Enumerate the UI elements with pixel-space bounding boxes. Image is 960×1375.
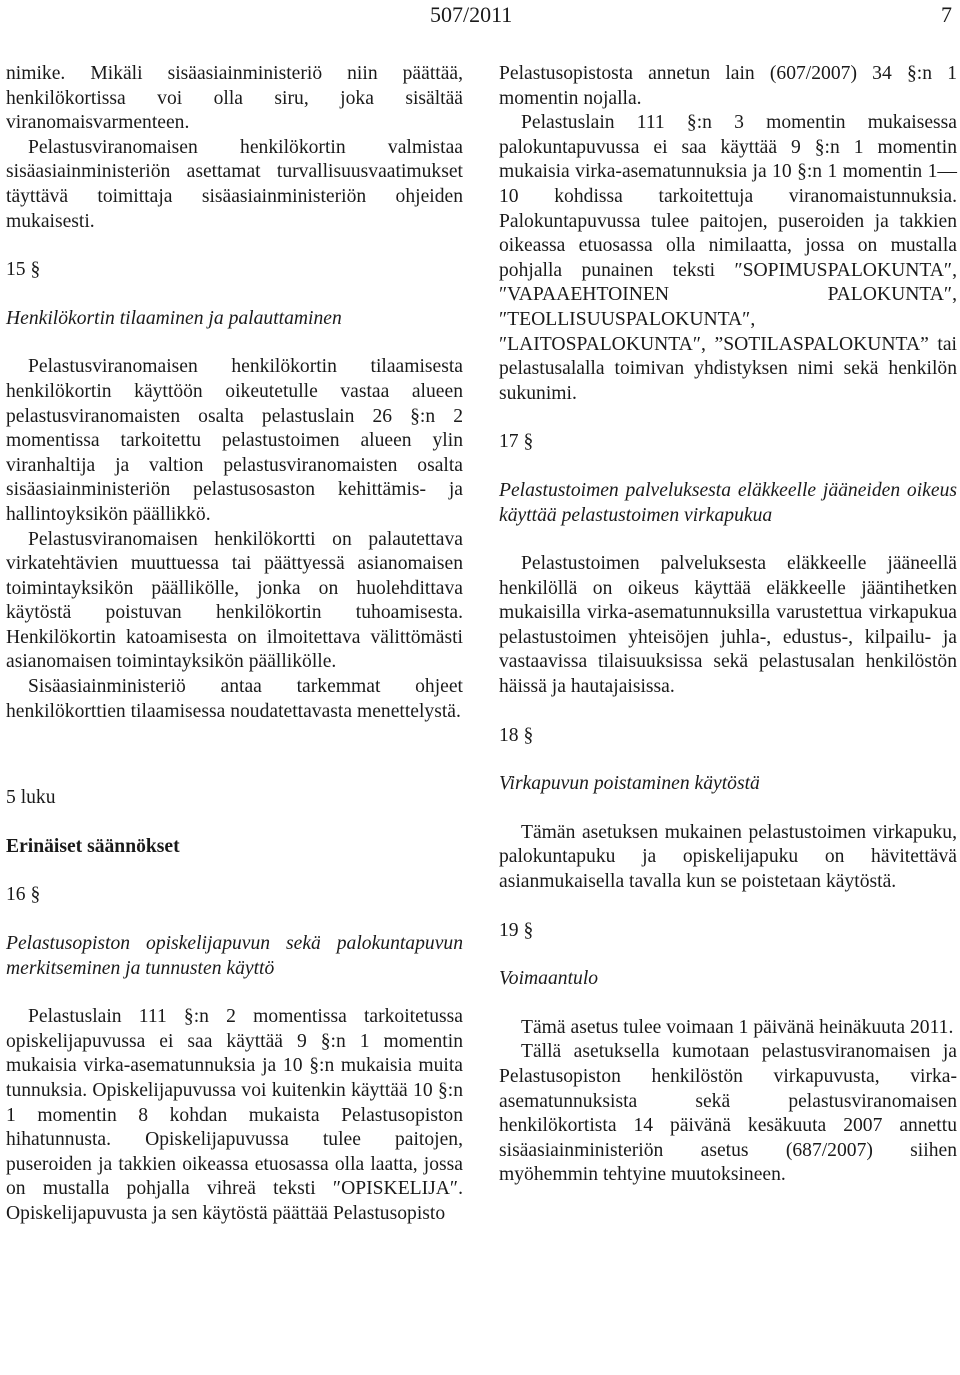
section-number: 19 § xyxy=(499,919,534,941)
left-column xyxy=(6,62,463,1227)
paragraph: Pelastuslain 111 §:n 2 momentissa tarkoitetussa opiskelijapuvussa ei saa käyttää 9 §:n 1 momentin mukaisia virka-asematunnuksia ja 10 §:n mukaisia muita tunnuksia. Opiskelijapuvussa voi kuitenkin käyttää 10 §:n 1 momentin 8 kohdan mukaista Pelastusopiston hihatunnusta. Opiskelijapuvussa tulee paitojen, puseroiden ja takkien oikeassa etuosassa olla laatta, jossa on mustalla pohjalla vihreä teksti ″OPISKELIJA″. Opiskelijapuvusta ja sen käytöstä päättää Pelastusopisto xyxy=(6,1006,463,1224)
paragraph: Tämä asetus tulee voimaan 1 päivänä heinäkuuta 2011. xyxy=(521,1016,954,1038)
chapter-number: 5 luku xyxy=(6,787,56,809)
section-title: Pelastusopiston opiskelijapuvun sekä palokuntapuvun merkitseminen ja tunnusten käyttö xyxy=(6,933,463,979)
paragraph: Pelastustoimen palveluksesta eläkkeelle jääneellä henkilöllä on oikeus käyttää eläkkeelle jääntihetken mukaisilla virka-asematunnuksilla varustettua virkapukua pelastustoimen yhteisöjen juhla-, edustus-, kilpailu- ja vastaavissa tilaisuuksissa sekä pelastusalan henkilöstön häissä ja hautajaisissa. xyxy=(499,553,957,698)
paragraph: Pelastusviranomaisen henkilökortin valmistaa sisäasiainministeriön asettamat turvallisuusvaatimukset täyttävä toimittaja sisäasiainministeriön ohjeiden mukaisesti. xyxy=(6,136,463,232)
section-title: Pelastustoimen palveluksesta eläkkeelle jääneiden oikeus käyttää pelastustoimen virkapukua xyxy=(499,479,957,526)
section-number: 16 § xyxy=(6,884,41,906)
section-number: 18 § xyxy=(499,724,534,746)
section-title: Voimaantulo xyxy=(499,968,599,990)
section-title: Henkilökortin tilaaminen ja palauttaminen xyxy=(6,307,342,329)
chapter-title: Erinäiset säännökset xyxy=(6,835,180,857)
paragraph: Pelastusopistosta annetun lain (607/2007) 34 §:n 1 momentin nojalla. xyxy=(499,63,957,109)
statute-number: 507/2011 xyxy=(430,2,513,27)
paragraph: Tällä asetuksella kumotaan pelastusviranomaisen ja Pelastusopiston henkilöstön virkapuvusta, virka-asematunnuksista sekä pelastusviranomaisen henkilökortista 14 päivänä kesäkuuta 2007 annettu sisäasiainministeriön asetus (687/2007) siihen myöhemmin tehtyine muutoksineen. xyxy=(499,1041,957,1186)
section-number: 15 § xyxy=(6,259,41,281)
paragraph: Tämän asetuksen mukainen pelastustoimen virkapuku, palokuntapuku ja opiskelijapuku on hävitettävä asianmukaisella tavalla kun se poistetaan käytöstä. xyxy=(499,821,957,893)
page-header xyxy=(0,0,960,30)
page-number: 7 xyxy=(941,2,952,27)
paragraph: nimike. Mikäli sisäasiainministeriö niin päättää, henkilökortissa voi olla siru, joka sisältää viranomaisvarmenteen. xyxy=(6,63,463,134)
section-number: 17 § xyxy=(499,431,534,453)
right-column xyxy=(499,62,957,1188)
paragraph: Pelastusviranomaisen henkilökortti on palautettava virkatehtävien muuttuessa tai päättyessä asianomaisen toimintayksikön päällikölle, jonka on huolehdittava käytöstä poistuvan henkilökortin tuhoamisesta. Henkilökortin katoamisesta on ilmoitettava välittömästi asianomaisen toimintayksikön päällikölle. xyxy=(6,528,463,673)
paragraph: Sisäasiainministeriö antaa tarkemmat ohjeet henkilökorttien tilaamisessa noudatettavasta menettelystä. xyxy=(6,676,463,722)
section-title: Virkapuvun poistaminen käytöstä xyxy=(499,773,760,795)
paragraph: Pelastuslain 111 §:n 3 momentin mukaisessa palokuntapuvussa ei saa käyttää 9 §:n 1 momentin mukaisia virka-asematunnuksia ja 10 §:n 1 momentin 1—10 kohdissa tarkoitettuja viranomaistunnuksia. Palokuntapuvussa tulee paitojen, puseroiden ja takkien oikeassa etuosassa olla nimilaatta, jossa on mustalla pohjalla punainen teksti ″SOPIMUSPALOKUNTA″, ″VAPAAEHTOINEN PALOKUNTA″, ″TEOLLISUUSPALOKUNTA″, ″LAITOSPALOKUNTA″, ”SOTILASPALOKUNTA” tai pelastusalalla toimivan yhdistyksen nimi sekä henkilön sukunimi. xyxy=(499,112,957,404)
paragraph: Pelastusviranomaisen henkilökortin tilaamisesta henkilökortin käyttöön oikeutetulle vastaa alueen pelastusviranomaisten osalta pelastuslain 26 §:n 2 momentissa tarkoitettu pelastustoimen alueen ylin viranhaltija ja valtion pelastusviranomaisten osalta sisäasiainministeriön pelastusosaston kehittämis- ja hallintoyksikön päällikkö. xyxy=(6,356,463,525)
